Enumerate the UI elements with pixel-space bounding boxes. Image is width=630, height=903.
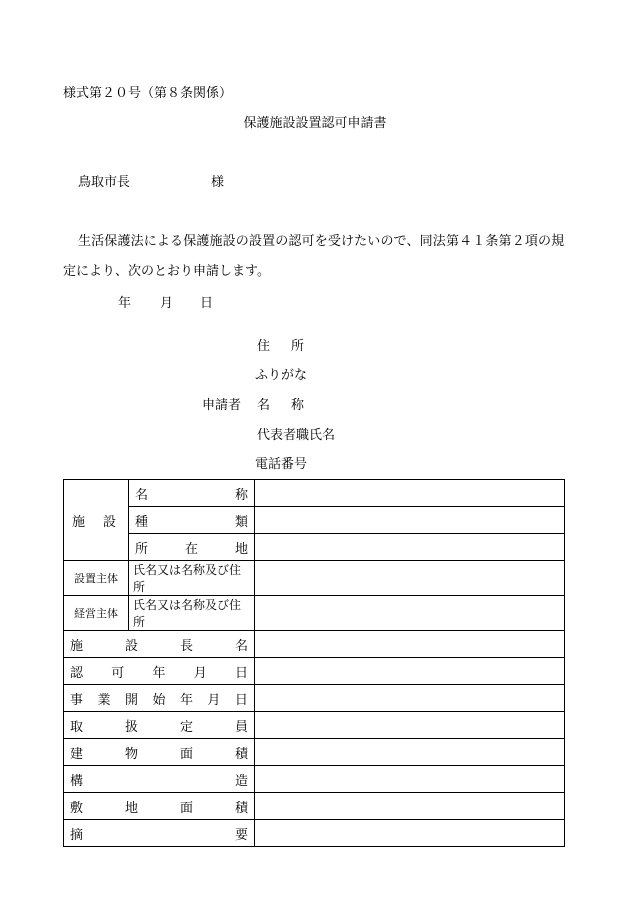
- facility-group-cell: 施 設: [64, 480, 129, 561]
- table-row: [64, 596, 565, 631]
- table-row: [64, 534, 565, 561]
- date-day: 日: [200, 296, 214, 311]
- remarks-label: 摘 要: [64, 820, 255, 847]
- body-text-line-2: 定により、次のとおり申請します。: [63, 264, 270, 279]
- establisher-value[interactable]: [255, 561, 565, 596]
- facility-name-label: 名 称: [129, 480, 255, 507]
- facility-type-label: 種 類: [129, 507, 255, 534]
- form-number: 様式第２０号（第８条関係）: [63, 86, 233, 101]
- applicant-furigana-label: ふりがな: [255, 368, 308, 383]
- establisher-field-label: 氏名又は名称及び住所: [129, 561, 255, 596]
- table-row: [64, 685, 565, 712]
- capacity-label: 取 扱 定 員: [64, 712, 255, 739]
- table-row: [64, 507, 565, 534]
- approval-date-value[interactable]: [255, 658, 565, 685]
- applicant-address-label: 住 所: [257, 339, 304, 354]
- facility-name-value[interactable]: [255, 480, 565, 507]
- applicant-phone-label: 電話番号: [255, 457, 308, 472]
- date-year: 年: [118, 296, 132, 311]
- site-area-value[interactable]: [255, 793, 565, 820]
- addressee-honorific: 様: [211, 175, 225, 190]
- structure-value[interactable]: [255, 766, 565, 793]
- table-row: [64, 820, 565, 847]
- table-row: [64, 766, 565, 793]
- applicant-name-label: 名 称: [257, 398, 304, 413]
- application-table: [63, 479, 565, 847]
- table-row: [64, 658, 565, 685]
- site-area-label: 敷 地 面 積: [64, 793, 255, 820]
- approval-date-label: 認 可 年 月 日: [64, 658, 255, 685]
- body-text-line-1: 生活保護法による保護施設の設置の認可を受けたいので、同法第４１条第２項の規: [78, 234, 565, 249]
- director-value[interactable]: [255, 631, 565, 658]
- table-row: [64, 631, 565, 658]
- table-row: [64, 793, 565, 820]
- applicant-representative-label: 代表者職氏名: [257, 428, 336, 443]
- start-date-label: 事 業 開 始 年 月 日: [64, 685, 255, 712]
- applicant-label: 申請者: [202, 398, 242, 413]
- building-area-label: 建 物 面 積: [64, 739, 255, 766]
- addressee-name: 鳥取市長: [78, 175, 131, 190]
- start-date-value[interactable]: [255, 685, 565, 712]
- operator-label: 経営主体: [64, 596, 129, 631]
- facility-location-label: 所 在 地: [129, 534, 255, 561]
- table-row: [64, 561, 565, 596]
- establisher-label: 設置主体: [64, 561, 129, 596]
- table-row: [64, 712, 565, 739]
- table-row: [64, 739, 565, 766]
- capacity-value[interactable]: [255, 712, 565, 739]
- table-row: [64, 480, 565, 507]
- building-area-value[interactable]: [255, 739, 565, 766]
- document-title: 保護施設設置認可申請書: [243, 116, 387, 131]
- facility-type-value[interactable]: [255, 507, 565, 534]
- director-label: 施 設 長 名: [64, 631, 255, 658]
- remarks-value[interactable]: [255, 820, 565, 847]
- operator-value[interactable]: [255, 596, 565, 631]
- structure-label: 構 造: [64, 766, 255, 793]
- date-month: 月: [160, 296, 174, 311]
- operator-field-label: 氏名又は名称及び住所: [129, 596, 255, 631]
- facility-location-value[interactable]: [255, 534, 565, 561]
